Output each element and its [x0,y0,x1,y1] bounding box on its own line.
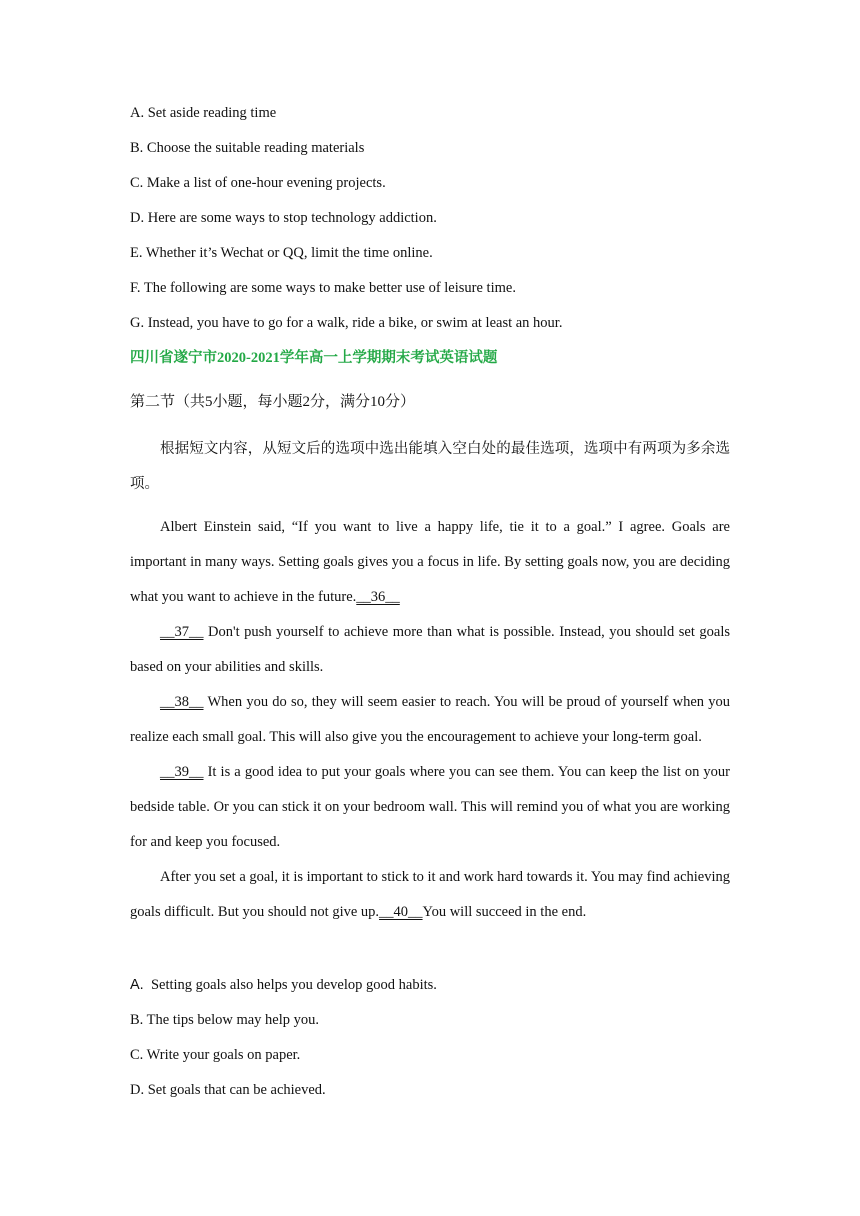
option-d-top: D. Here are some ways to stop technology addiction. [130,210,437,226]
option-a-bottom [130,975,437,995]
passage-paragraph-4 [130,755,730,860]
passage-p5b-text: You will succeed in the end. [422,904,587,920]
passage-paragraph-1 [130,510,730,615]
instruction [130,432,730,502]
option-c-top: C. Make a list of one-hour evening projects. [130,175,386,191]
passage-paragraph-3 [130,685,730,755]
option-e-top: E. Whether it’s Wechat or QQ, limit the time online. [130,245,433,261]
option-a-top: A. Set aside reading time [130,105,277,121]
option-d-bottom: D. Set goals that can be achieved. [130,1082,326,1098]
passage-paragraph-2 [130,615,730,685]
blank-40: __40__ [379,904,423,920]
passage-p3-text: When you do so, they will seem easier to reach. You will be proud of yourself when you realize each small goal. This will also give you the encouragement to achieve your long-term goal. [130,694,730,745]
passage-p1-text: Albert Einstein said, “If you want to live a happy life, tie it to a goal.” I agree. Goals are important in many ways. Setting goals gives you a focus in life. By setting goals now, you are deciding what you want to achieve in the future. [130,519,730,605]
option-a-letter: A. [130,977,144,993]
instruction-text: 根据短文内容，从短文后的选项中选出能填入空白处的最佳选项，选项中有两项为多余选项。 [130,441,730,492]
blank-39: __39__ [160,764,204,780]
option-a-text: Setting goals also helps you develop good habits. [150,977,437,993]
source-title: 四川省遂宁市2020-2021学年高一上学期期末考试英语试题 [130,350,498,366]
option-f-top: F. The following are some ways to make better use of leisure time. [130,280,516,296]
passage-p5a-text: After you set a goal, it is important to stick to it and work hard towards it. You may find achieving goals difficult. But you should not give up. [130,869,730,920]
passage-paragraph-5 [130,860,730,930]
option-b-bottom: B. The tips below may help you. [130,1012,320,1028]
option-c-bottom: C. Write your goals on paper. [130,1047,301,1063]
blank-37: __37__ [160,624,204,640]
passage [130,510,730,930]
option-b-top: B. Choose the suitable reading materials [130,140,365,156]
option-g-top: G. Instead, you have to go for a walk, ride a bike, or swim at least an hour. [130,315,563,331]
blank-36: __36__ [356,589,400,605]
passage-p4-text: It is a good idea to put your goals where you can see them. You can keep the list on your bedside table. Or you can stick it on your bedroom wall. This will remind you of what you are working for and keep you focused. [130,764,730,850]
section-heading: 第二节（共5小题，每小题2分，满分10分） [130,394,416,410]
passage-p2-text: Don't push yourself to achieve more than what is possible. Instead, you should set goals based on your abilities and skills. [130,624,730,675]
blank-38: __38__ [160,694,204,710]
